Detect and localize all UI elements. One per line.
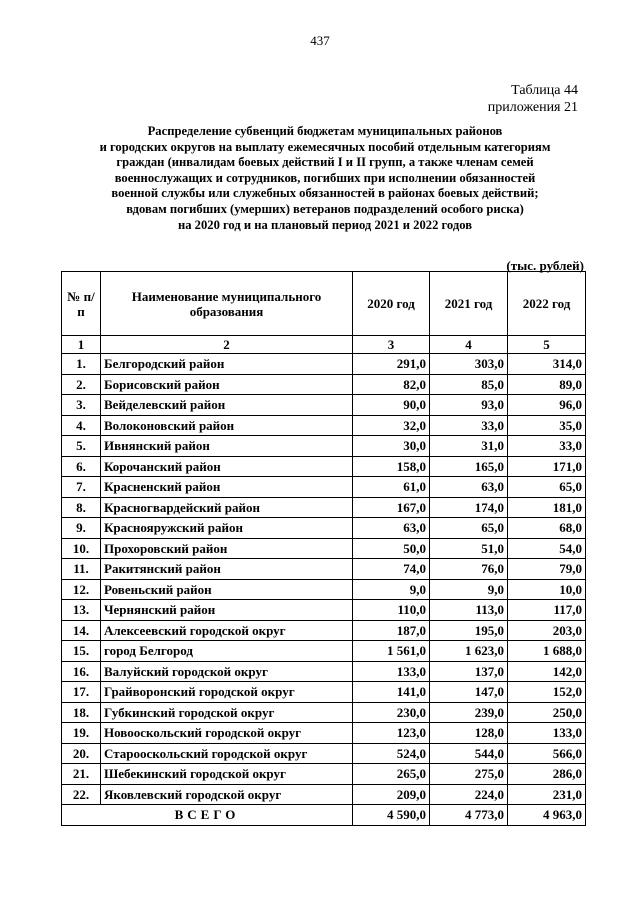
row-number: 19.	[62, 723, 101, 744]
row-name: Старооскольский городской округ	[101, 743, 353, 764]
column-number: 3	[353, 336, 430, 354]
table-row	[62, 538, 586, 559]
row-name: город Белгород	[101, 641, 353, 662]
row-2021: 147,0	[430, 682, 508, 703]
row-2020: 133,0	[353, 661, 430, 682]
table-row	[62, 497, 586, 518]
table-row	[62, 436, 586, 457]
table-body	[62, 354, 586, 805]
row-2022: 35,0	[508, 415, 586, 436]
row-2020: 82,0	[353, 374, 430, 395]
row-name: Чернянский район	[101, 600, 353, 621]
row-2021: 65,0	[430, 518, 508, 539]
row-2022: 1 688,0	[508, 641, 586, 662]
row-2021: 303,0	[430, 354, 508, 375]
row-2021: 544,0	[430, 743, 508, 764]
row-number: 18.	[62, 702, 101, 723]
row-number: 2.	[62, 374, 101, 395]
row-name: Красненский район	[101, 477, 353, 498]
total-row	[62, 805, 586, 826]
row-2021: 31,0	[430, 436, 508, 457]
row-2022: 203,0	[508, 620, 586, 641]
column-number-row	[62, 336, 586, 354]
row-2020: 50,0	[353, 538, 430, 559]
row-2020: 74,0	[353, 559, 430, 580]
row-2020: 110,0	[353, 600, 430, 621]
row-name: Краснояружский район	[101, 518, 353, 539]
row-2020: 63,0	[353, 518, 430, 539]
row-name: Валуйский городской округ	[101, 661, 353, 682]
total-label: ВСЕГО	[62, 805, 353, 826]
row-2020: 32,0	[353, 415, 430, 436]
row-2020: 209,0	[353, 784, 430, 805]
table-row	[62, 579, 586, 600]
row-name: Грайворонский городской округ	[101, 682, 353, 703]
row-2020: 123,0	[353, 723, 430, 744]
table-header-row	[62, 272, 586, 336]
table-reference-line1: Таблица 44	[511, 83, 578, 98]
table-row	[62, 764, 586, 785]
header-2022: 2022 год	[508, 272, 586, 336]
row-2021: 51,0	[430, 538, 508, 559]
row-2022: 152,0	[508, 682, 586, 703]
row-name: Ракитянский район	[101, 559, 353, 580]
table-row	[62, 477, 586, 498]
row-2021: 165,0	[430, 456, 508, 477]
table-row	[62, 743, 586, 764]
row-name: Новооскольский городской округ	[101, 723, 353, 744]
title-line: военнослужащих и сотрудников, погибших при исполнении обязанностей	[114, 170, 536, 185]
row-name: Белгородский район	[101, 354, 353, 375]
row-number: 20.	[62, 743, 101, 764]
row-2020: 1 561,0	[353, 641, 430, 662]
row-name: Ровеньский район	[101, 579, 353, 600]
row-2022: 566,0	[508, 743, 586, 764]
row-2021: 128,0	[430, 723, 508, 744]
row-2020: 291,0	[353, 354, 430, 375]
table-row	[62, 374, 586, 395]
row-2021: 239,0	[430, 702, 508, 723]
row-number: 1.	[62, 354, 101, 375]
row-number: 7.	[62, 477, 101, 498]
row-name: Борисовский район	[101, 374, 353, 395]
row-2020: 141,0	[353, 682, 430, 703]
row-name: Губкинский городской округ	[101, 702, 353, 723]
title-line: на 2020 год и на плановый период 2021 и 2022 годов	[177, 217, 473, 232]
row-2022: 250,0	[508, 702, 586, 723]
row-2022: 89,0	[508, 374, 586, 395]
row-2020: 90,0	[353, 395, 430, 416]
table-row	[62, 620, 586, 641]
row-2021: 93,0	[430, 395, 508, 416]
total-2020: 4 590,0	[353, 805, 430, 826]
row-2022: 142,0	[508, 661, 586, 682]
table-reference	[488, 82, 578, 116]
row-2021: 85,0	[430, 374, 508, 395]
row-number: 22.	[62, 784, 101, 805]
document-title	[60, 124, 590, 233]
title-line: Распределение субвенций бюджетам муниципальных районов	[147, 124, 503, 138]
row-number: 9.	[62, 518, 101, 539]
row-2022: 314,0	[508, 354, 586, 375]
table-row	[62, 661, 586, 682]
row-number: 6.	[62, 456, 101, 477]
row-2020: 187,0	[353, 620, 430, 641]
row-2020: 30,0	[353, 436, 430, 457]
row-2022: 286,0	[508, 764, 586, 785]
row-2020: 524,0	[353, 743, 430, 764]
row-number: 4.	[62, 415, 101, 436]
row-2021: 275,0	[430, 764, 508, 785]
title-line: и городских округов на выплату ежемесячных пособий отдельным категориям	[99, 139, 551, 154]
row-2021: 113,0	[430, 600, 508, 621]
table-row	[62, 702, 586, 723]
table-reference-line2: приложения 21	[487, 100, 578, 115]
header-2020: 2020 год	[353, 272, 430, 336]
row-2021: 33,0	[430, 415, 508, 436]
row-name: Корочанский район	[101, 456, 353, 477]
row-number: 12.	[62, 579, 101, 600]
column-number: 1	[62, 336, 101, 354]
row-name: Алексеевский городской округ	[101, 620, 353, 641]
row-2022: 133,0	[508, 723, 586, 744]
row-name: Вейделевский район	[101, 395, 353, 416]
row-name: Яковлевский городской округ	[101, 784, 353, 805]
row-2021: 63,0	[430, 477, 508, 498]
row-number: 15.	[62, 641, 101, 662]
row-2021: 1 623,0	[430, 641, 508, 662]
header-2021: 2021 год	[430, 272, 508, 336]
row-2022: 231,0	[508, 784, 586, 805]
table-row	[62, 641, 586, 662]
row-2020: 265,0	[353, 764, 430, 785]
table-row	[62, 395, 586, 416]
row-name: Прохоровский район	[101, 538, 353, 559]
row-name: Красногвардейский район	[101, 497, 353, 518]
row-number: 3.	[62, 395, 101, 416]
title-line: вдовам погибших (умерших) ветеранов подразделений особого риска)	[126, 201, 524, 216]
row-2020: 61,0	[353, 477, 430, 498]
row-2022: 181,0	[508, 497, 586, 518]
row-number: 8.	[62, 497, 101, 518]
row-number: 11.	[62, 559, 101, 580]
row-name: Шебекинский городской округ	[101, 764, 353, 785]
row-number: 13.	[62, 600, 101, 621]
units-label: (тыс. рублей)	[506, 258, 584, 273]
title-line: военной службы или служебных обязанностей в районах боевых действий;	[111, 186, 539, 201]
row-name: Волоконовский район	[101, 415, 353, 436]
header-name: Наименование муниципального образования	[101, 272, 353, 336]
row-2022: 10,0	[508, 579, 586, 600]
row-2022: 54,0	[508, 538, 586, 559]
row-2021: 174,0	[430, 497, 508, 518]
row-2020: 158,0	[353, 456, 430, 477]
total-2021: 4 773,0	[430, 805, 508, 826]
row-number: 17.	[62, 682, 101, 703]
column-number: 5	[508, 336, 586, 354]
table-row	[62, 600, 586, 621]
row-number: 5.	[62, 436, 101, 457]
column-number: 2	[101, 336, 353, 354]
row-2021: 137,0	[430, 661, 508, 682]
row-2022: 33,0	[508, 436, 586, 457]
row-number: 21.	[62, 764, 101, 785]
table-row	[62, 354, 586, 375]
table-row	[62, 559, 586, 580]
table-row	[62, 415, 586, 436]
row-2022: 171,0	[508, 456, 586, 477]
row-2021: 224,0	[430, 784, 508, 805]
row-2022: 65,0	[508, 477, 586, 498]
row-2022: 96,0	[508, 395, 586, 416]
row-2021: 195,0	[430, 620, 508, 641]
row-2021: 9,0	[430, 579, 508, 600]
row-2022: 68,0	[508, 518, 586, 539]
subvention-table	[61, 271, 586, 826]
row-2022: 117,0	[508, 600, 586, 621]
table-row	[62, 518, 586, 539]
row-number: 14.	[62, 620, 101, 641]
row-2021: 76,0	[430, 559, 508, 580]
row-2020: 9,0	[353, 579, 430, 600]
row-number: 10.	[62, 538, 101, 559]
total-2022: 4 963,0	[508, 805, 586, 826]
column-number: 4	[430, 336, 508, 354]
row-2020: 230,0	[353, 702, 430, 723]
table-row	[62, 784, 586, 805]
row-2022: 79,0	[508, 559, 586, 580]
header-num: № п/п	[62, 272, 101, 336]
table-row	[62, 682, 586, 703]
table-row	[62, 723, 586, 744]
row-2020: 167,0	[353, 497, 430, 518]
page-number: 437	[310, 33, 330, 48]
row-name: Ивнянский район	[101, 436, 353, 457]
title-line: граждан (инвалидам боевых действий I и II групп, а также членам семей	[116, 155, 534, 170]
table-row	[62, 456, 586, 477]
row-number: 16.	[62, 661, 101, 682]
